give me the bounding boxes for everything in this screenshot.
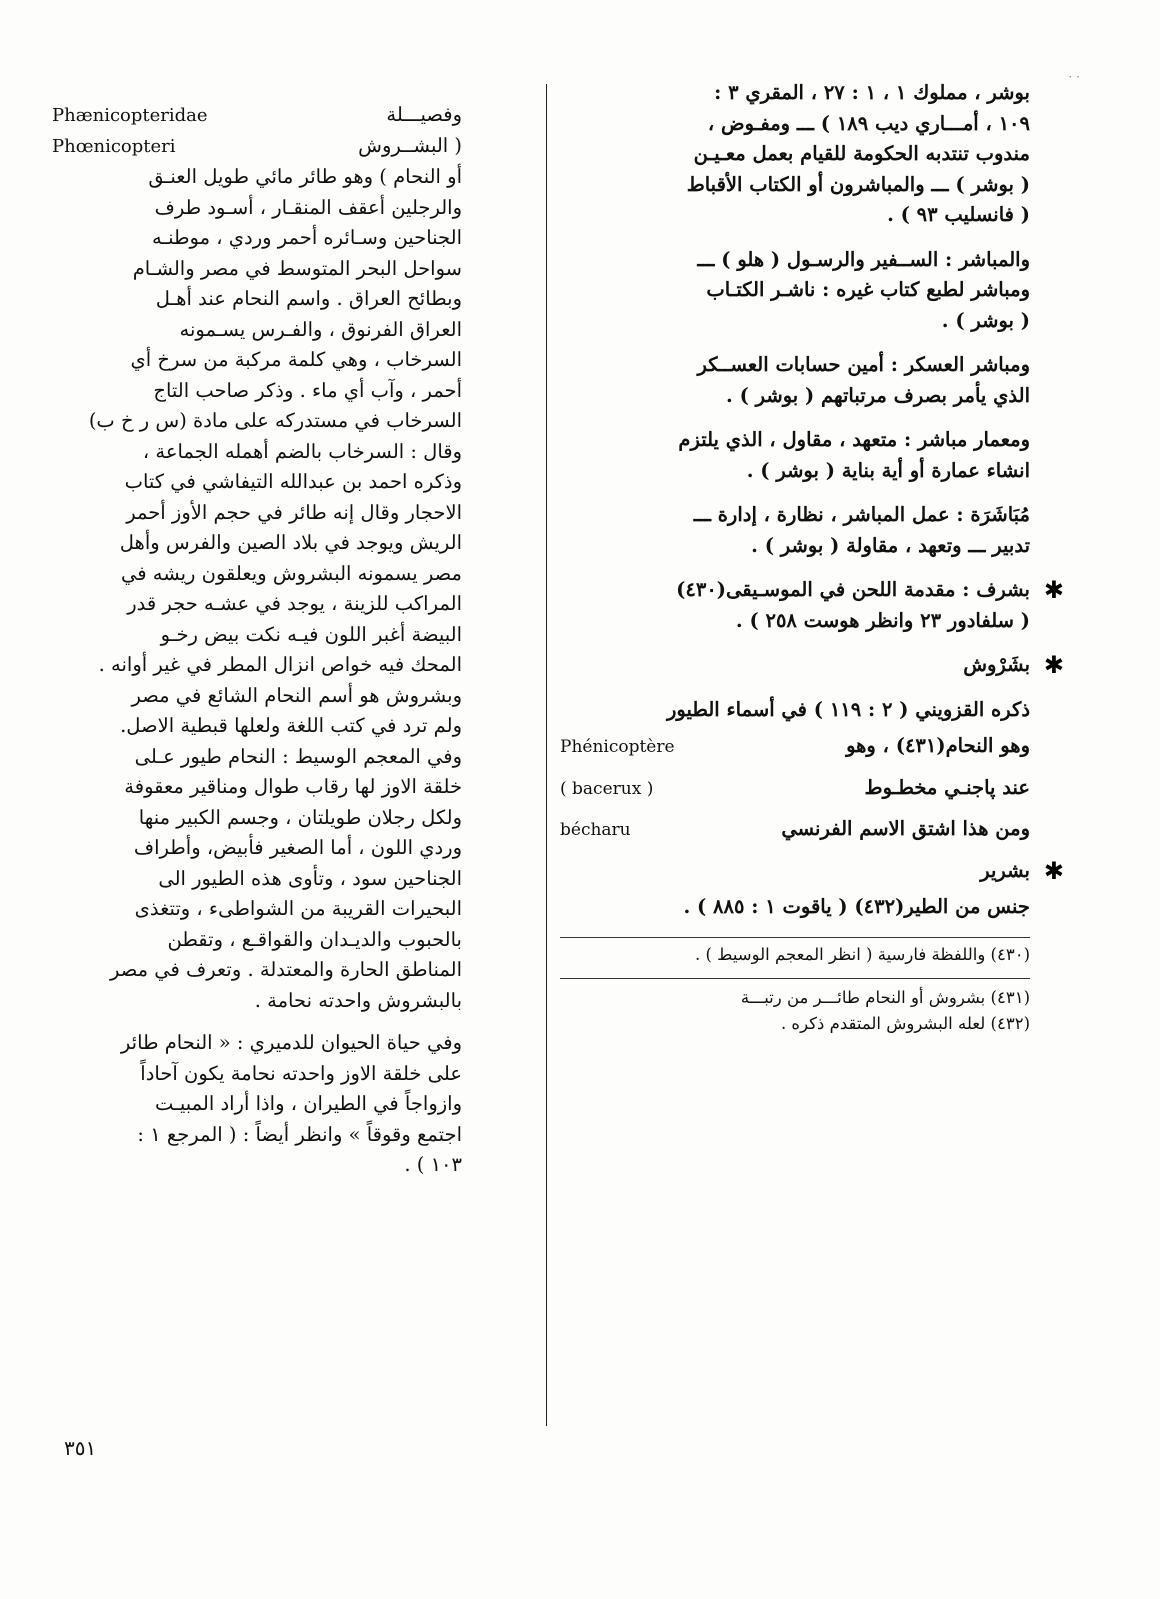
paragraph [560,425,1030,486]
text-line: ومباشر لطبع كتاب غيره : ناشـر الكتـاب [706,278,1030,301]
order-heading-latin: Phœnicopteri [52,136,176,157]
text-line: ( فانسليب ٩٣ ) . [887,203,1030,226]
text-line: اجتمع وقوقاً » وانظر أيضاً : ( المرجع ١ : [137,1122,462,1146]
paragraph [560,500,1030,561]
text-line: المناطق الحارة والمعتدلة . وتعرف في مصر [109,958,462,981]
text-line: أحمر ، وآب أي ماء . وذكر صاحب التاج [153,378,462,402]
text-line: وبطائح العراق . واسم النحام عند أهـل [155,287,462,310]
paragraph [560,245,1030,337]
left-paragraph-1 [52,162,462,1016]
text-line: وفي المعجم الوسيط : النحام طيور عـلى [134,744,462,768]
text-line: ولكل رجلان طويلتان ، وجسم الكبير منها [138,805,462,829]
paragraph [560,695,1030,726]
entry-marker-icon: ✱ [1043,856,1064,885]
latin-term: bécharu [560,820,631,840]
text-line: البيضة أغبر اللون فيـه نكت بيض رخـو [160,622,462,646]
text-line: وازواجاً في الطيران ، واذا أراد المبيـت [154,1092,462,1115]
left-paragraph-2 [52,1028,462,1181]
text-line: المراكب للزينة ، يوجد في عشـه حجر قدر [127,592,462,615]
text-line: السرخاب ، وهي كلمة مركبة من سرخ أي [130,348,462,371]
text-line: مصر يسمونه البشروش ويعلقون ريشه في [120,561,462,585]
text-line: الذي يأمر بصرف مرتباتهم ( بوشر ) . [726,383,1030,407]
text-line: مُبَاشَرَة : عمل المباشر ، نظارة ، إدارة ـــ [693,503,1030,526]
text-line: السرخاب في مستدركه على مادة (س ر خ ب) [88,409,462,432]
text-line: الجناحين سود ، وتأوى هذه الطيور الى [158,866,462,890]
text-line: بشرير [980,858,1030,882]
family-heading-latin: Phænicopteridae [52,105,208,126]
text-line: وقال : السرخاب بالضم أهمله الجماعة ، [142,439,462,463]
mixed-language-line [560,814,1030,846]
text-line: وذكره احمد بن عبدالله التيفاشي في كتاب [124,470,462,493]
text-line: ( بوشر ) . [941,308,1030,332]
text-line: العراق الفرنوق ، والفـرس يسـمونه [179,317,462,341]
text-line: ذكره القزويني ( ٢ : ١١٩ ) في أسماء الطيور [666,697,1030,721]
text-line: وفي حياة الحيوان للدميري : « النحام طائر [120,1031,462,1054]
family-heading-line-1 [52,100,462,131]
text-line: ومعمار مباشر : متعهد ، مقاول ، الذي يلتزم [678,428,1030,451]
page-number: ٣٥١ [64,1436,97,1460]
text-line: على خلقة الاوز واحدته نحامة يكون آحاداً [140,1061,462,1085]
dictionary-entry [560,575,1064,636]
text-line: ومباشر العسكر : أمين حسابات العســكر [697,353,1030,376]
latin-term: Phénicoptère [560,737,675,757]
order-heading-arabic: ( البشــروش [358,134,462,157]
text-line: سواحل البحر المتوسط في مصر والشـام [132,256,462,280]
left-column [52,100,462,1195]
arabic-text: عند پاجنـي مخطـوط [864,775,1030,799]
text-line: ( بوشر ) ـــ والمباشرون أو الكتاب الأقباط [686,172,1030,196]
paragraph [560,78,1030,231]
scan-speck: · · [1068,70,1080,84]
text-line: أو النحام ) وهو طائر مائي طويل العنـق [148,165,462,188]
text-line: مندوب تنتدبه الحكومة للقيام بعمل معـيـن [693,142,1030,165]
footnote: (٤٣٢) لعله البشروش المتقدم ذكره . [780,1013,1030,1033]
text-line: الجناحين وسـائره أحمر وردي ، موطنـه [151,226,462,249]
text-line: ١٠٩ ، أمـــاري ديب ١٨٩ ) ـــ ومفـوض ، [707,111,1030,135]
arabic-text: ومن هذا اشتق الاسم الفرنسي [781,817,1030,840]
entry-marker-icon: ✱ [1043,576,1064,604]
arabic-text: وهو النحام(٤٣١) ، وهو [846,734,1030,757]
text-line: جنس من الطير(٤٣٢) ( ياقوت ١ : ٨٨٥ ) . [683,895,1030,918]
family-heading-line-2 [52,131,462,162]
dictionary-entry [560,650,1064,681]
text-line: الاحجار وقال إنه طائر في حجم الأوز أحمر [126,500,462,524]
right-column [560,78,1064,1037]
text-line: تدبير ـــ وتعهد ، مقاولة ( بوشر ) . [751,533,1030,557]
text-line: ولم ترد في كتب اللغة ولعلها قبطية الاصل. [120,714,462,737]
text-line: والرجلين أعقف المنقـار ، أسـود طرف [154,195,462,219]
footnote: (٤٣٠) واللفظة فارسية ( انظر المعجم الوسيط ) . [694,944,1030,964]
text-line: ( سلفادور ٢٣ وانظر هوست ٢٥٨ ) . [735,608,1030,632]
paragraph [560,350,1030,411]
text-line: بشرف : مقدمة اللحن في الموسـيقى(٤٣٠) [676,578,1030,601]
text-line: انشاء عمارة أو أية بناية ( بوشر ) . [746,458,1030,482]
mixed-language-line [560,731,1030,763]
text-line: البحيرات القريبة من الشواطىء ، وتتغذى [134,897,462,920]
footnote: (٤٣١) بشروش أو النحام طائـــر من رتبـــة [560,978,1030,1011]
latin-term: ( bacerux ) [560,778,654,799]
mixed-language-line [560,773,1030,805]
entry-marker-icon: ✱ [1043,651,1064,679]
column-divider [546,84,547,1426]
text-line: والمباشر : الســفير والرسـول ( هلو ) ـــ [697,247,1030,271]
text-line: خلقة الاوز لها رقاب طوال ومناقير معقوفة [124,775,462,798]
text-line: بالحبوب والديـدان والقواقـع ، وتقطن [167,927,462,951]
text-line: بوشر ، مملوك ١ ، ١ : ٢٧ ، المقري ٣ : [714,81,1030,104]
footnote-rule [560,937,1030,938]
text-line: وردي اللون ، أما الصغير فأبيض، وأطراف [133,836,462,859]
paragraph [560,892,1030,923]
text-line: المحك فيه خواص انزال المطر في غير أوانه . [98,653,462,676]
text-line: بالبشروش واحدته نحامة . [254,988,462,1012]
family-heading-arabic: وفصيـــلة [386,103,462,126]
text-line: وبشروش هو أسم النحام الشائع في مصر [131,683,462,707]
text-line: ١٠٣ ) . [404,1153,462,1176]
dictionary-entry [560,856,1064,887]
text-line: بشَرْوش [963,653,1030,676]
text-line: الريش ويوجد في بلاد الصين والفرس وأهل [119,531,462,554]
